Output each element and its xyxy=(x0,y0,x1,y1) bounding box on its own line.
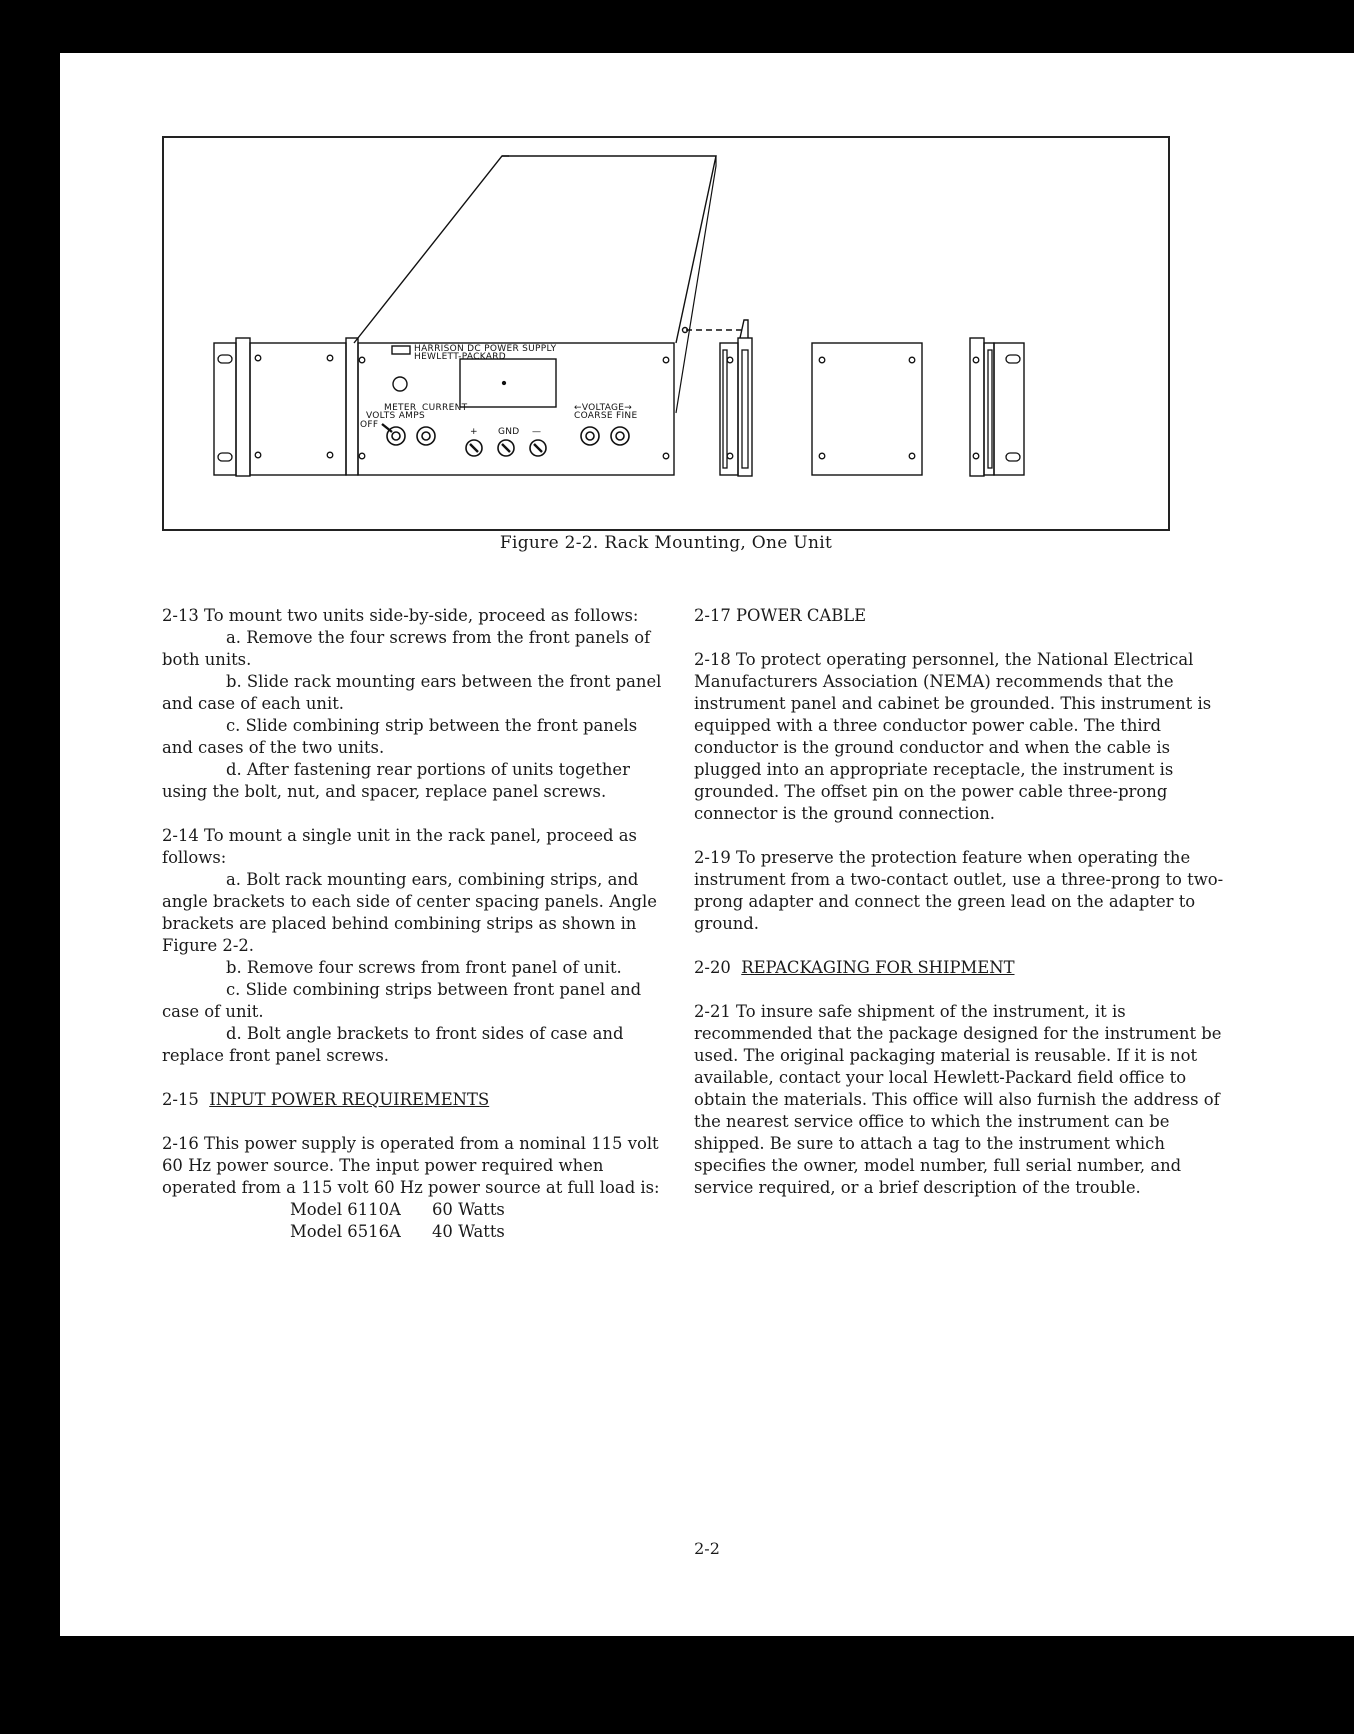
heading-2-15: 2-15 INPUT POWER REQUIREMENTS xyxy=(162,1090,490,1109)
step-2-14-c: c. Slide combining strips between front panel and case of unit. xyxy=(162,980,642,1021)
panel-brand-line2: HEWLETT-PACKARD xyxy=(414,352,507,362)
panel-label-voltage: ←VOLTAGE→ xyxy=(574,403,633,413)
paragraph-2-21: 2-21 To insure safe shipment of the instrument, it is recommended that the package designed for the instrument be used. The original packaging material is reusable. If it is not available, contact your local Hewlett-Packard field office to obtain the materials. This office will also furnish the address of the nearest service office to which the instrument can be shipped. Be sure to attach a tag to the instrument which specifies the owner, model number, full serial number, and service required, or a brief description of the trouble. xyxy=(694,1002,1222,1197)
paragraph-2-19: 2-19 To preserve the protection feature when operating the instrument from a two-contact outlet, use a three-prong to two-prong adapter and connect the green lead on the adapter to ground. xyxy=(694,848,1224,933)
heading-2-15-title: INPUT POWER REQUIREMENTS xyxy=(209,1090,490,1109)
brand-plate xyxy=(392,346,410,354)
panel-label-current: CURRENT xyxy=(422,403,468,413)
heading-2-20: 2-20 REPACKAGING FOR SHIPMENT xyxy=(694,958,1015,977)
paragraph-2-16: 2-16 This power supply is operated from a nominal 115 volt 60 Hz power source. The input power required when operated from a 115 volt 60 Hz power source at full load is: xyxy=(162,1134,660,1197)
step-2-13-d: d. After fastening rear portions of units together using the bolt, nut, and spacer, replace panel screws. xyxy=(162,760,630,801)
panel-label-coarse-fine: COARSE FINE xyxy=(574,411,638,421)
model-row xyxy=(162,1221,662,1243)
step-2-13-c: c. Slide combining strip between the front panels and cases of the two units. xyxy=(162,716,638,757)
page-number: 2-2 xyxy=(694,1539,720,1558)
figure-caption: Figure 2-2. Rack Mounting, One Unit xyxy=(499,533,833,553)
panel-label-off: OFF xyxy=(360,420,379,430)
meter-window xyxy=(460,359,556,407)
cabinet-outline xyxy=(354,156,716,343)
paragraph-2-13: 2-13 To mount two units side-by-side, proceed as follows: xyxy=(162,606,639,625)
panel-label-plus: + xyxy=(470,427,478,437)
figure-rack-mounting xyxy=(162,136,1170,531)
step-2-14-a: a. Bolt rack mounting ears, combining strips, and angle brackets to each side of center spacing panels. Angle brackets are placed behind combining strips as shown in Figure 2-2. xyxy=(162,870,657,955)
heading-2-17: 2-17 POWER CABLE xyxy=(694,606,867,625)
step-2-14-d: d. Bolt angle brackets to front sides of case and replace front panel screws. xyxy=(162,1024,624,1065)
panel-label-minus: — xyxy=(532,427,542,437)
step-2-13-b: b. Slide rack mounting ears between the front panel and case of each unit. xyxy=(162,672,662,713)
model-power: 60 Watts xyxy=(432,1200,505,1219)
heading-2-20-title: REPACKAGING FOR SHIPMENT xyxy=(741,958,1015,977)
meter-switch-icon xyxy=(393,377,407,391)
step-2-13-a: a. Remove the four screws from the front panels of both units. xyxy=(162,628,651,669)
step-2-14-b: b. Remove four screws from front panel of unit. xyxy=(226,958,622,977)
model-power: 40 Watts xyxy=(432,1222,505,1241)
left-column xyxy=(162,605,662,1243)
panel-brand-line1: HARRISON DC POWER SUPPLY xyxy=(414,344,557,354)
paragraph-2-14: 2-14 To mount a single unit in the rack panel, proceed as follows: xyxy=(162,826,637,867)
model-row xyxy=(162,1199,662,1221)
model-name: Model 6110A xyxy=(290,1200,401,1219)
manual-page xyxy=(60,53,1354,1636)
model-name: Model 6516A xyxy=(290,1222,401,1241)
center-spacing-panel xyxy=(812,343,922,475)
panel-label-meter: METER xyxy=(384,403,417,413)
rack-mounting-illustration xyxy=(164,138,1168,529)
panel-label-gnd: GND xyxy=(498,427,520,437)
paragraph-2-18: 2-18 To protect operating personnel, the National Electrical Manufacturers Association (NEMA) recommends that the instrument panel and cabinet be grounded. This instrument is equipped with a three conductor power cable. The third conductor is the ground conductor and when the cable is plugged into an appropriate receptacle, the instrument is grounded. The offset pin on the power cable three-prong connector is the ground connection. xyxy=(694,650,1212,823)
panel-label-volts-amps: VOLTS AMPS xyxy=(366,411,425,421)
right-column xyxy=(694,605,1224,1221)
